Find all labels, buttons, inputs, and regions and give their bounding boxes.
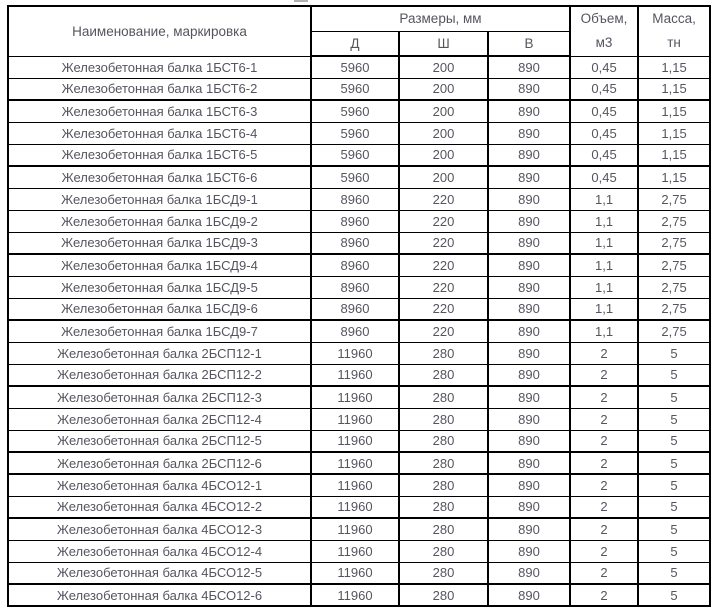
cell-d: 11960 bbox=[311, 386, 399, 408]
cell-name: Железобетонная балка 1БСТ6-6 bbox=[8, 166, 311, 188]
cell-volume: 2 bbox=[570, 342, 638, 364]
cell-v: 890 bbox=[488, 298, 570, 320]
cell-d: 5960 bbox=[311, 78, 399, 100]
table-row bbox=[8, 496, 710, 518]
cell-mass: 5 bbox=[638, 540, 710, 562]
cell-sh: 200 bbox=[399, 122, 488, 144]
header-volume bbox=[570, 6, 638, 56]
cell-volume: 2 bbox=[570, 430, 638, 452]
cell-name: Железобетонная балка 1БСТ6-5 bbox=[8, 144, 311, 166]
table-row bbox=[8, 276, 710, 298]
table-row bbox=[8, 210, 710, 232]
cell-v: 890 bbox=[488, 430, 570, 452]
cell-mass: 5 bbox=[638, 364, 710, 386]
cell-mass: 5 bbox=[638, 518, 710, 540]
header-name-marking: Наименование, маркировка bbox=[8, 6, 311, 56]
cell-v: 890 bbox=[488, 276, 570, 298]
cell-mass: 5 bbox=[638, 562, 710, 584]
cell-d: 5960 bbox=[311, 56, 399, 78]
cell-volume: 0,45 bbox=[570, 100, 638, 122]
cell-name: Железобетонная балка 1БСД9-1 bbox=[8, 188, 311, 210]
cell-v: 890 bbox=[488, 540, 570, 562]
cell-name: Железобетонная балка 4БСО12-5 bbox=[8, 562, 311, 584]
table-row bbox=[8, 78, 710, 100]
cell-name: Железобетонная балка 1БСД9-7 bbox=[8, 320, 311, 342]
cell-v: 890 bbox=[488, 56, 570, 78]
cell-volume: 1,1 bbox=[570, 188, 638, 210]
cell-sh: 220 bbox=[399, 320, 488, 342]
table-row bbox=[8, 166, 710, 188]
cell-name: Железобетонная балка 1БСД9-2 bbox=[8, 210, 311, 232]
header-mass-line1: Масса, bbox=[652, 11, 696, 27]
cell-sh: 220 bbox=[399, 276, 488, 298]
cell-volume: 2 bbox=[570, 408, 638, 430]
cell-sh: 200 bbox=[399, 166, 488, 188]
cell-name: Железобетонная балка 2БСП12-4 bbox=[8, 408, 311, 430]
cell-sh: 220 bbox=[399, 254, 488, 276]
cell-d: 11960 bbox=[311, 408, 399, 430]
cell-d: 8960 bbox=[311, 188, 399, 210]
header-volume-line2: м3 bbox=[595, 35, 613, 51]
cell-sh: 280 bbox=[399, 562, 488, 584]
header-mass bbox=[638, 6, 710, 56]
cell-d: 8960 bbox=[311, 298, 399, 320]
cell-mass: 5 bbox=[638, 342, 710, 364]
table-row bbox=[8, 562, 710, 584]
cell-v: 890 bbox=[488, 452, 570, 474]
table-row bbox=[8, 144, 710, 166]
table-row bbox=[8, 540, 710, 562]
beam-specification-table bbox=[7, 5, 711, 607]
cell-d: 11960 bbox=[311, 518, 399, 540]
cell-name: Железобетонная балка 2БСП12-6 bbox=[8, 452, 311, 474]
cell-v: 890 bbox=[488, 144, 570, 166]
table-row bbox=[8, 254, 710, 276]
cell-volume: 0,45 bbox=[570, 166, 638, 188]
cell-sh: 280 bbox=[399, 540, 488, 562]
cell-mass: 5 bbox=[638, 584, 710, 606]
cell-d: 11960 bbox=[311, 496, 399, 518]
cell-sh: 280 bbox=[399, 584, 488, 606]
cell-sh: 280 bbox=[399, 342, 488, 364]
cell-mass: 5 bbox=[638, 408, 710, 430]
cell-volume: 2 bbox=[570, 540, 638, 562]
cell-sh: 200 bbox=[399, 78, 488, 100]
cell-volume: 1,1 bbox=[570, 276, 638, 298]
cell-v: 890 bbox=[488, 518, 570, 540]
header-dimensions: Размеры, мм bbox=[311, 6, 570, 31]
cell-sh: 280 bbox=[399, 518, 488, 540]
table-row bbox=[8, 56, 710, 78]
cell-d: 8960 bbox=[311, 276, 399, 298]
table-row bbox=[8, 386, 710, 408]
table-row bbox=[8, 298, 710, 320]
cell-sh: 280 bbox=[399, 452, 488, 474]
cell-name: Железобетонная балка 4БСО12-6 bbox=[8, 584, 311, 606]
cell-d: 11960 bbox=[311, 342, 399, 364]
cell-sh: 280 bbox=[399, 364, 488, 386]
cell-name: Железобетонная балка 1БСД9-4 bbox=[8, 254, 311, 276]
cell-name: Железобетонная балка 2БСП12-3 bbox=[8, 386, 311, 408]
cell-name: Железобетонная балка 2БСП12-2 bbox=[8, 364, 311, 386]
cell-v: 890 bbox=[488, 320, 570, 342]
cell-sh: 200 bbox=[399, 144, 488, 166]
cell-volume: 0,45 bbox=[570, 144, 638, 166]
cell-mass: 1,15 bbox=[638, 166, 710, 188]
table-row bbox=[8, 188, 710, 210]
cell-name: Железобетонная балка 4БСО12-2 bbox=[8, 496, 311, 518]
cell-name: Железобетонная балка 1БСТ6-1 bbox=[8, 56, 311, 78]
cell-v: 890 bbox=[488, 210, 570, 232]
cell-mass: 5 bbox=[638, 386, 710, 408]
cell-d: 5960 bbox=[311, 144, 399, 166]
cell-volume: 2 bbox=[570, 584, 638, 606]
cell-v: 890 bbox=[488, 100, 570, 122]
cell-mass: 2,75 bbox=[638, 232, 710, 254]
table-row bbox=[8, 122, 710, 144]
cell-mass: 2,75 bbox=[638, 298, 710, 320]
cell-d: 11960 bbox=[311, 452, 399, 474]
cell-mass: 1,15 bbox=[638, 144, 710, 166]
cell-d: 11960 bbox=[311, 562, 399, 584]
cell-d: 8960 bbox=[311, 210, 399, 232]
header-volume-line1: Объем, bbox=[580, 11, 628, 27]
cell-d: 5960 bbox=[311, 122, 399, 144]
cell-name: Железобетонная балка 2БСП12-5 bbox=[8, 430, 311, 452]
cell-volume: 2 bbox=[570, 474, 638, 496]
cell-d: 5960 bbox=[311, 100, 399, 122]
cell-mass: 1,15 bbox=[638, 122, 710, 144]
table-row bbox=[8, 364, 710, 386]
cell-mass: 1,15 bbox=[638, 78, 710, 100]
cell-v: 890 bbox=[488, 364, 570, 386]
table-row bbox=[8, 452, 710, 474]
header-sub-height: В bbox=[488, 31, 570, 56]
cell-name: Железобетонная балка 4БСО12-1 bbox=[8, 474, 311, 496]
cell-volume: 1,1 bbox=[570, 320, 638, 342]
cell-sh: 280 bbox=[399, 386, 488, 408]
cell-d: 11960 bbox=[311, 364, 399, 386]
cell-sh: 280 bbox=[399, 496, 488, 518]
table-row bbox=[8, 584, 710, 606]
cell-name: Железобетонная балка 2БСП12-1 bbox=[8, 342, 311, 364]
cell-name: Железобетонная балка 4БСО12-3 bbox=[8, 518, 311, 540]
cell-mass: 5 bbox=[638, 496, 710, 518]
cell-v: 890 bbox=[488, 188, 570, 210]
table-header bbox=[8, 6, 710, 56]
cell-v: 890 bbox=[488, 474, 570, 496]
cell-sh: 280 bbox=[399, 430, 488, 452]
cropped-text-artifact bbox=[294, 0, 308, 2]
table-row bbox=[8, 320, 710, 342]
table-row bbox=[8, 474, 710, 496]
cell-name: Железобетонная балка 1БСТ6-4 bbox=[8, 122, 311, 144]
table-row bbox=[8, 408, 710, 430]
cell-volume: 1,1 bbox=[570, 232, 638, 254]
header-sub-width: Ш bbox=[399, 31, 488, 56]
cell-sh: 220 bbox=[399, 210, 488, 232]
cell-volume: 2 bbox=[570, 562, 638, 584]
cell-volume: 0,45 bbox=[570, 56, 638, 78]
cell-d: 8960 bbox=[311, 254, 399, 276]
cell-v: 890 bbox=[488, 562, 570, 584]
table-body bbox=[8, 56, 710, 606]
cell-d: 11960 bbox=[311, 474, 399, 496]
cell-mass: 2,75 bbox=[638, 276, 710, 298]
cell-mass: 5 bbox=[638, 430, 710, 452]
cell-v: 890 bbox=[488, 232, 570, 254]
cell-sh: 200 bbox=[399, 56, 488, 78]
cell-volume: 0,45 bbox=[570, 122, 638, 144]
cell-v: 890 bbox=[488, 166, 570, 188]
cell-d: 11960 bbox=[311, 430, 399, 452]
cell-volume: 2 bbox=[570, 452, 638, 474]
table-row bbox=[8, 100, 710, 122]
table-row bbox=[8, 232, 710, 254]
cell-sh: 220 bbox=[399, 298, 488, 320]
cell-v: 890 bbox=[488, 342, 570, 364]
cell-d: 8960 bbox=[311, 320, 399, 342]
cell-name: Железобетонная балка 1БСТ6-3 bbox=[8, 100, 311, 122]
cell-mass: 5 bbox=[638, 452, 710, 474]
cell-sh: 220 bbox=[399, 232, 488, 254]
cell-name: Железобетонная балка 1БСТ6-2 bbox=[8, 78, 311, 100]
cell-v: 890 bbox=[488, 122, 570, 144]
cell-mass: 1,15 bbox=[638, 100, 710, 122]
cell-name: Железобетонная балка 4БСО12-4 bbox=[8, 540, 311, 562]
cell-sh: 200 bbox=[399, 100, 488, 122]
cell-sh: 280 bbox=[399, 474, 488, 496]
cell-mass: 2,75 bbox=[638, 188, 710, 210]
cell-name: Железобетонная балка 1БСД9-3 bbox=[8, 232, 311, 254]
cell-v: 890 bbox=[488, 408, 570, 430]
cell-mass: 2,75 bbox=[638, 320, 710, 342]
cell-v: 890 bbox=[488, 584, 570, 606]
cell-name: Железобетонная балка 1БСД9-6 bbox=[8, 298, 311, 320]
cell-v: 890 bbox=[488, 254, 570, 276]
cell-volume: 2 bbox=[570, 496, 638, 518]
header-sub-length: Д bbox=[311, 31, 399, 56]
cell-volume: 1,1 bbox=[570, 298, 638, 320]
cell-d: 8960 bbox=[311, 232, 399, 254]
cell-v: 890 bbox=[488, 78, 570, 100]
table-row bbox=[8, 430, 710, 452]
cell-mass: 2,75 bbox=[638, 254, 710, 276]
cell-d: 11960 bbox=[311, 540, 399, 562]
cell-sh: 220 bbox=[399, 188, 488, 210]
cell-volume: 0,45 bbox=[570, 78, 638, 100]
cell-v: 890 bbox=[488, 496, 570, 518]
cell-mass: 5 bbox=[638, 474, 710, 496]
cell-volume: 1,1 bbox=[570, 254, 638, 276]
cell-volume: 1,1 bbox=[570, 210, 638, 232]
cell-sh: 280 bbox=[399, 408, 488, 430]
table-row bbox=[8, 342, 710, 364]
cell-volume: 2 bbox=[570, 364, 638, 386]
table-row bbox=[8, 518, 710, 540]
cell-mass: 2,75 bbox=[638, 210, 710, 232]
cell-name: Железобетонная балка 1БСД9-5 bbox=[8, 276, 311, 298]
cell-volume: 2 bbox=[570, 518, 638, 540]
cell-d: 11960 bbox=[311, 584, 399, 606]
cell-d: 5960 bbox=[311, 166, 399, 188]
header-mass-line2: тн bbox=[667, 35, 681, 51]
cell-volume: 2 bbox=[570, 386, 638, 408]
cell-v: 890 bbox=[488, 386, 570, 408]
cell-mass: 1,15 bbox=[638, 56, 710, 78]
